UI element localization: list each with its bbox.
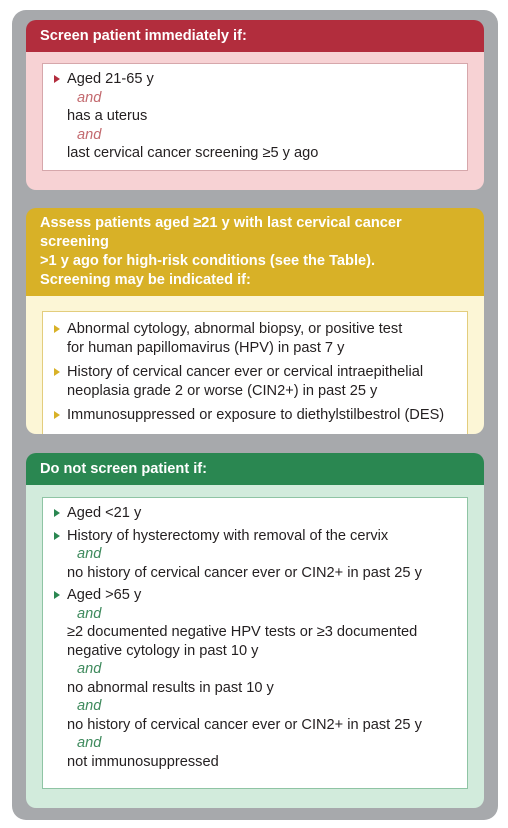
criteria-item xyxy=(53,586,457,771)
criteria-box xyxy=(42,497,468,789)
criteria-line: Abnormal cytology, abnormal biopsy, or positive test xyxy=(67,321,403,337)
criteria-item xyxy=(53,70,457,163)
flowchart-frame xyxy=(12,10,498,820)
triangle-bullet-icon xyxy=(54,325,60,333)
criteria-line: last cervical cancer screening ≥5 y ago xyxy=(67,145,319,161)
criteria-line: Aged >65 y xyxy=(67,587,142,603)
triangle-bullet-icon xyxy=(54,368,60,376)
header-line: Screening may be indicated if: xyxy=(40,272,251,288)
conjunction: and xyxy=(77,89,102,106)
criteria-box xyxy=(42,63,468,171)
criteria-box xyxy=(42,311,468,434)
card-header: Screen patient immediately if: xyxy=(26,20,484,52)
criteria-item xyxy=(53,320,457,357)
screen-immediately-card xyxy=(26,20,484,190)
criteria-item xyxy=(53,504,457,523)
criteria-line: no history of cervical cancer ever or CIN2+ in past 25 y xyxy=(67,564,422,581)
criteria-line: neoplasia grade 2 or worse (CIN2+) in past 25 y xyxy=(67,382,378,399)
conjunction: and xyxy=(77,126,102,143)
card-body xyxy=(26,485,484,808)
criteria-line: Aged <21 y xyxy=(67,505,142,521)
triangle-bullet-icon xyxy=(54,532,60,540)
criteria-line: no history of cervical cancer ever or CIN2+ in past 25 y xyxy=(67,716,422,733)
assess-high-risk-card xyxy=(26,208,484,434)
conjunction: and xyxy=(77,698,102,714)
criteria-line: has a uterus xyxy=(67,108,148,124)
criteria-line: no abnormal results in past 10 y xyxy=(67,679,274,696)
criteria-item xyxy=(53,527,457,583)
criteria-line: negative cytology in past 10 y xyxy=(67,642,259,659)
conjunction: and xyxy=(77,546,102,562)
triangle-bullet-icon xyxy=(54,75,60,83)
do-not-screen-card xyxy=(26,453,484,808)
header-line: >1 y ago for high-risk conditions (see the Table). xyxy=(40,253,376,269)
criteria-item xyxy=(53,363,457,400)
triangle-bullet-icon xyxy=(54,509,60,517)
criteria-line: Immunosuppressed or exposure to diethylstilbestrol (DES) xyxy=(67,407,445,423)
criteria-item xyxy=(53,406,457,425)
criteria-line: ≥2 documented negative HPV tests or ≥3 documented xyxy=(67,624,418,640)
conjunction: and xyxy=(77,735,102,751)
conjunction: and xyxy=(77,605,102,622)
criteria-line: for human papillomavirus (HPV) in past 7 y xyxy=(67,339,345,356)
card-header xyxy=(26,208,484,296)
conjunction: and xyxy=(77,661,102,677)
triangle-bullet-icon xyxy=(54,591,60,599)
card-header: Do not screen patient if: xyxy=(26,453,484,485)
criteria-line: History of cervical cancer ever or cervical intraepithelial xyxy=(67,364,424,380)
header-line: Assess patients aged ≥21 y with last cervical cancer screening xyxy=(40,215,402,250)
criteria-line: History of hysterectomy with removal of the cervix xyxy=(67,527,389,544)
triangle-bullet-icon xyxy=(54,411,60,419)
criteria-line: not immunosuppressed xyxy=(67,753,219,770)
criteria-line: Aged 21-65 y xyxy=(67,71,154,87)
card-body xyxy=(26,296,484,434)
card-body xyxy=(26,52,484,190)
